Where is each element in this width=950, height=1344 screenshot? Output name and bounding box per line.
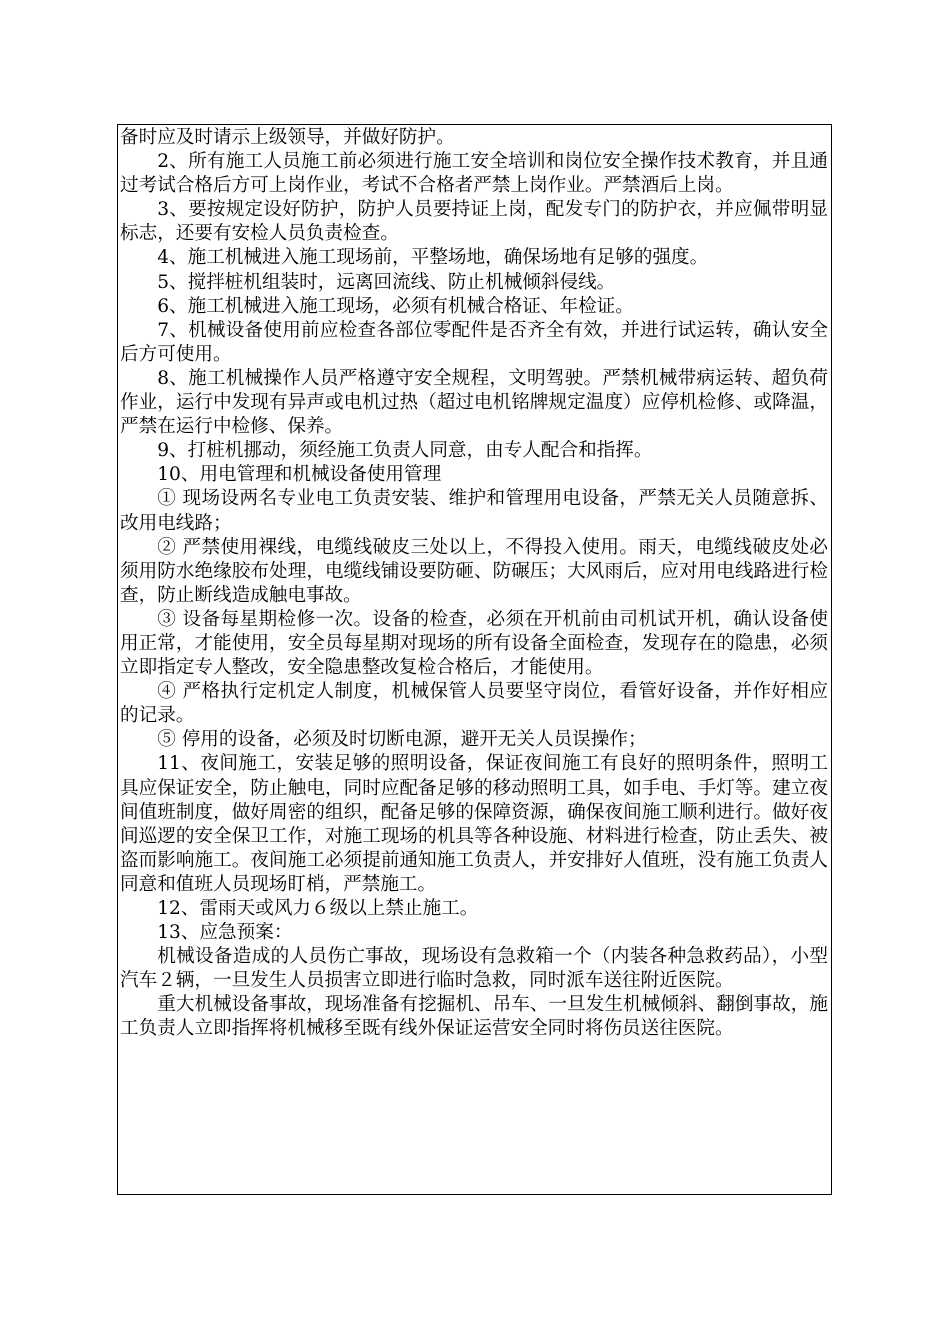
paragraph-2: 2、所有施工人员施工前必须进行施工安全培训和岗位安全操作技术教育，并且通过考试合格后方可上岗作业，考试不合格者严禁上岗作业。严禁酒后上岗。 — [120, 151, 828, 197]
paragraph-9: 9、打桩机挪动，须经施工负责人同意，由专人配合和指挥。 — [157, 440, 653, 462]
paragraph-12: ② 严禁使用裸线，电缆线破皮三处以上，不得投入使用。雨天，电缆线破皮处必须用防水绝缘胶布处理，电缆线铺设要防砸、防碾压；大风雨后，应对用电线路进行检查，防止断线造成触电事故。 — [120, 536, 828, 606]
paragraph-7: 7、机械设备使用前应检查各部位零配件是否齐全有效，并进行试运转，确认安全后方可使用。 — [120, 319, 828, 365]
paragraph-13: ③ 设备每星期检修一次。设备的检查，必须在开机前由司机试开机，确认设备使用正常，才能使用，安全员每星期对现场的所有设备全面检查，发现存在的隐患，必须立即指定专人整改，安全隐患整改复检合格后，才能使用。 — [120, 608, 828, 679]
paragraph-14: ④ 严格执行定机定人制度，机械保管人员要坚守岗位，看管好设备，并作好相应的记录。 — [120, 681, 828, 727]
paragraph-5: 5、搅拌桩机组装时，远离回流线、防止机械倾斜侵线。 — [157, 271, 616, 293]
paragraph-19: 机械设备造成的人员伤亡事故，现场设有急救箱一个（内装各种急救药品），小型汽车２辆，一旦发生人员损害立即进行临时急救，同时派车送往附近医院。 — [120, 946, 828, 992]
paragraph-16: 11、夜间施工，安装足够的照明设备，保证夜间施工有良好的照明条件，照明工具应保证安全，防止触电，同时应配备足够的移动照明工具，如手电、手灯等。建立夜间值班制度，做好周密的组织，配备足够的保障资源，确保夜间施工顺利进行。做好夜间巡逻的安全保卫工作，对施工现场的机具等各种设施、材料进行检查，防止丢失、被盗而影响施工。夜间施工必须提前通知施工负责人，并安排好人值班，没有施工负责人同意和值班人员现场盯梢，严禁施工。 — [120, 753, 828, 895]
paragraph-10: 10、用电管理和机械设备使用管理 — [157, 464, 442, 486]
document-body — [120, 126, 828, 1042]
paragraph-11: ① 现场设两名专业电工负责安装、维护和管理用电设备，严禁无关人员随意拆、改用电线路； — [120, 488, 828, 534]
paragraph-20: 重大机械设备事故，现场准备有挖掘机、吊车、一旦发生机械倾斜、翻倒事故，施工负责人立即指挥将机械移至既有线外保证运营安全同时将伤员送往医院。 — [120, 994, 828, 1040]
paragraph-4: 4、施工机械进入施工现场前，平整场地，确保场地有足够的强度。 — [157, 247, 709, 269]
paragraph-1: 备时应及时请示上级领导，并做好防护。 — [120, 127, 455, 148]
paragraph-15: ⑤ 停用的设备，必须及时切断电源，避开无关人员误操作； — [157, 729, 647, 751]
document-frame — [117, 124, 832, 1195]
paragraph-18: 13、应急预案： — [157, 922, 293, 944]
paragraph-6: 6、施工机械进入施工现场，必须有机械合格证、年检证。 — [157, 295, 634, 317]
paragraph-3: 3、要按规定设好防护，防护人员要持证上岗，配发专门的防护衣，并应佩带明显标志，还要有安检人员负责检查。 — [120, 199, 828, 245]
paragraph-17: 12、雷雨天或风力６级以上禁止施工。 — [157, 898, 479, 919]
paragraph-8: 8、施工机械操作人员严格遵守安全规程，文明驾驶。严禁机械带病运转、超负荷作业，运行中发现有异声或电机过热（超过电机铭牌规定温度）应停机检修、或降温，严禁在运行中检修、保养。 — [120, 367, 828, 438]
